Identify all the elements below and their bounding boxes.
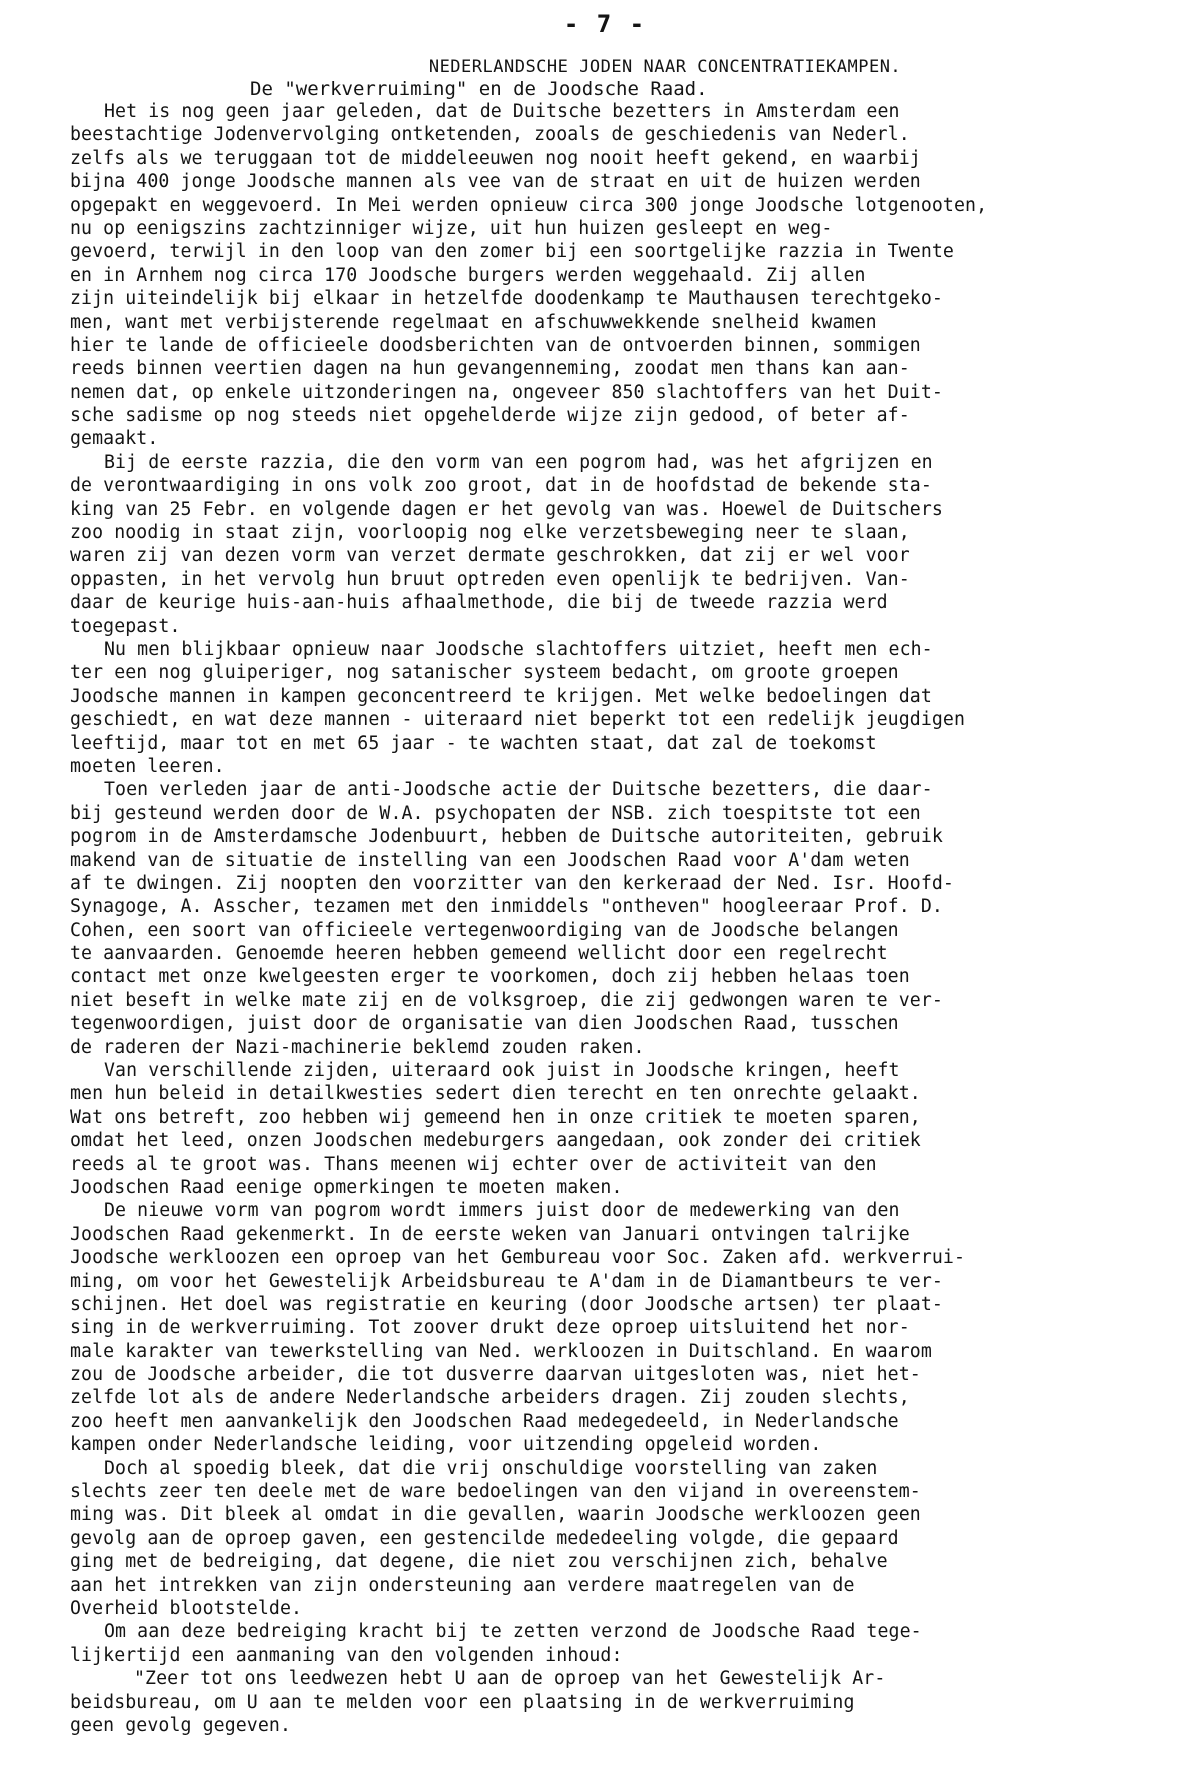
- text-line: ming, om voor het Gewestelijk Arbeidsbureau te A'dam in de Diamantbeurs te ver-: [70, 1270, 943, 1292]
- text-line: sing in de werkverruiming. Tot zoover drukt deze oproep uitsluitend het nor-: [70, 1317, 910, 1339]
- text-line: king van 25 Febr. en volgende dagen er het gevolg van was. Hoewel de Duitschers: [70, 498, 943, 520]
- text-line: daar de keurige huis-aan-huis afhaalmethode, die bij de tweede razzia werd: [70, 592, 888, 614]
- text-line: Wat ons betreft, zoo hebben wij gemeend hen in onze critiek te moeten sparen,: [70, 1106, 921, 1128]
- text-line: omdat het leed, onzen Joodschen medeburgers aangedaan, ook zonder dei critiek: [70, 1130, 921, 1152]
- text-line: zelfde lot als de andere Nederlandsche arbeiders dragen. Zij zouden slechts,: [70, 1387, 910, 1409]
- text-line: ming was. Dit bleek al omdat in die gevallen, waarin Joodsche werkloozen geen: [70, 1504, 921, 1526]
- text-line: de verontwaardiging in ons volk zoo groot, dat in de hoofdstad de bekende sta-: [70, 475, 932, 497]
- text-line: Doch al spoedig bleek, dat die vrij onschuldige voorstelling van zaken: [104, 1457, 878, 1479]
- text-line: De nieuwe vorm van pogrom wordt immers juist door de medewerking van den: [104, 1200, 900, 1222]
- text-line: gevolg aan de oproep gaven, een gestencilde mededeeling volgde, die gepaard: [70, 1527, 899, 1549]
- text-line: kampen onder Nederlandsche leiding, voor uitzending opgeleid worden.: [70, 1434, 822, 1456]
- text-line: gevoerd, terwijl in den loop van den zomer bij een soortgelijke razzia in Twente: [70, 241, 954, 263]
- text-line: Van verschillende zijden, uiteraard ook juist in Joodsche kringen, heeft: [104, 1060, 900, 1082]
- text-line: "Zeer tot ons leedwezen hebt U aan de oproep van het Gewestelijk Ar-: [134, 1668, 886, 1690]
- text-line: niet beseft in welke mate zij en de volksgroep, die zij gedwongen waren te ver-: [70, 989, 943, 1011]
- text-line: men, want met verbijsterende regelmaat en afschuwwekkende snelheid kwamen: [70, 311, 877, 333]
- text-line: Joodschen Raad gekenmerkt. In de eerste weken van Januari ontvingen talrijke: [70, 1223, 910, 1245]
- text-line: geschiedt, en wat deze mannen - uiteraard niet beperkt tot een redelijk jeugdigen: [70, 709, 966, 731]
- text-line: tegenwoordigen, juist door de organisatie van dien Joodschen Raad, tusschen: [70, 1013, 899, 1035]
- document-subtitle: De "werkverruiming" en de Joodsche Raad.: [250, 78, 708, 100]
- text-line: pogrom in de Amsterdamsche Jodenbuurt, hebben de Duitsche autoriteiten, gebruik: [70, 826, 943, 848]
- text-line: Om aan deze bedreiging kracht bij te zetten verzond de Joodsche Raad tege-: [104, 1621, 922, 1643]
- text-line: Het is nog geen jaar geleden, dat de Duitsche bezetters in Amsterdam een: [104, 101, 900, 122]
- text-line: reeds binnen veertien dagen na hun gevangenneming, zoodat men thans kan aan-: [70, 358, 910, 380]
- text-line: Bij de eerste razzia, die den vorm van een pogrom had, was het afgrijzen en: [104, 451, 933, 473]
- text-line: en in Arnhem nog circa 170 Joodsche burgers werden weggehaald. Zij allen: [70, 264, 866, 286]
- text-line: beidsbureau, om U aan te melden voor een plaatsing in de werkverruiming: [70, 1691, 855, 1713]
- page-number: - 7 -: [563, 10, 647, 38]
- text-line: Synagoge, A. Asscher, tezamen met den inmiddels "ontheven" hoogleeraar Prof. D.: [70, 896, 943, 918]
- text-line: hier te lande de officieele doodsberichten van de ontvoerden binnen, sommigen: [70, 334, 921, 356]
- text-line: Nu men blijkbaar opnieuw naar Joodsche slachtoffers uitziet, heeft men ech-: [104, 638, 933, 660]
- text-line: zijn uiteindelijk bij elkaar in hetzelfde doodenkamp te Mauthausen terechtgeko-: [70, 288, 943, 310]
- text-line: bij gesteund werden door de W.A. psychopaten der NSB. zich toespitste tot een: [70, 802, 921, 824]
- text-line: slechts zeer ten deele met de ware bedoelingen van den vijand in overeenstem-: [70, 1481, 921, 1503]
- text-line: zelfs als we teruggaan tot de middeleeuwen nog nooit heeft gekend, en waarbij: [70, 147, 921, 169]
- text-line: aan het intrekken van zijn ondersteuning aan verdere maatregelen van de: [70, 1574, 855, 1596]
- text-line: ter een nog gluiperiger, nog satanischer systeem bedacht, om groote groepen: [70, 662, 899, 684]
- text-line: schijnen. Het doel was registratie en keuring (door Joodsche artsen) ter plaat-: [70, 1293, 943, 1315]
- text-line: Toen verleden jaar de anti-Joodsche actie der Duitsche bezetters, die daar-: [104, 779, 933, 801]
- text-line: nemen dat, op enkele uitzonderingen na, ongeveer 850 slachtoffers van het Duit-: [70, 381, 943, 403]
- text-line: makend van de situatie de instelling van een Joodschen Raad voor A'dam weten: [70, 849, 910, 871]
- text-line: moeten leeren.: [70, 755, 225, 777]
- text-line: men hun beleid in detailkwesties sedert dien terecht en ten onrechte gelaakt.: [70, 1083, 921, 1105]
- text-line: zoo heeft men aanvankelijk den Joodschen Raad medegedeeld, in Nederlandsche: [70, 1410, 899, 1432]
- text-line: waren zij van dezen vorm van verzet dermate geschrokken, dat zij er wel voor: [70, 545, 910, 567]
- text-line: leeftijd, maar tot en met 65 jaar - te wachten staat, dat zal de toekomst: [70, 732, 877, 754]
- text-line: reeds al te groot was. Thans meenen wij echter over de activiteit van den: [70, 1153, 877, 1175]
- text-line: opgepakt en weggevoerd. In Mei werden opnieuw circa 300 jonge Joodsche lotgenooten,: [70, 194, 988, 216]
- text-line: sche sadisme op nog steeds niet opgehelderde wijze zijn gedood, of beter af-: [70, 405, 910, 427]
- text-line: male karakter van tewerkstelling van Ned. werkloozen in Duitschland. En waarom: [70, 1340, 932, 1362]
- text-line: geen gevolg gegeven.: [70, 1714, 291, 1736]
- text-line: oppasten, in het vervolg hun bruut optreden even openlijk te bedrijven. Van-: [70, 568, 910, 590]
- body-text: [70, 100, 1140, 1737]
- text-line: zoo noodig in staat zijn, voorloopig nog elke verzetsbeweging neer te slaan,: [70, 522, 910, 544]
- text-line: Overheid blootstelde.: [70, 1598, 303, 1619]
- text-line: Joodsche mannen in kampen geconcentreerd te krijgen. Met welke bedoelingen dat: [70, 685, 932, 707]
- text-line: ging met de bedreiging, dat degene, die niet zou verschijnen zich, behalve: [70, 1551, 888, 1573]
- text-line: zou de Joodsche arbeider, die tot dusverre daarvan uitgesloten was, niet het-: [70, 1364, 921, 1386]
- text-line: beestachtige Jodenvervolging ontketenden, zooals de geschiedenis van Nederl.: [70, 124, 910, 146]
- text-line: Joodschen Raad eenige opmerkingen te moeten maken.: [70, 1176, 623, 1198]
- text-line: te aanvaarden. Genoemde heeren hebben gemeend wellicht door een regelrecht: [70, 943, 888, 965]
- text-line: gemaakt.: [70, 428, 159, 450]
- text-line: Cohen, een soort van officieele vertegenwoordiging van de Joodsche belangen: [70, 919, 899, 941]
- text-line: toegepast.: [70, 615, 181, 637]
- document-title: NEDERLANDSCHE JODEN NAAR CONCENTRATIEKAMPEN.: [428, 57, 902, 77]
- text-line: contact met onze kwelgeesten erger te voorkomen, doch zij hebben helaas toen: [70, 966, 910, 988]
- text-line: lijkertijd een aanmaning van den volgenden inhoud:: [70, 1644, 623, 1666]
- text-line: Joodsche werkloozen een oproep van het Gembureau voor Soc. Zaken afd. werkverrui-: [70, 1247, 966, 1269]
- text-line: nu op eenigszins zachtzinniger wijze, uit hun huizen gesleept en weg-: [70, 217, 833, 239]
- text-line: af te dwingen. Zij noopten den voorzitter van den kerkeraad der Ned. Isr. Hoofd-: [70, 872, 954, 894]
- text-line: bijna 400 jonge Joodsche mannen als vee van de straat en uit de huizen werden: [70, 171, 921, 193]
- text-line: de raderen der Nazi-machinerie beklemd zouden raken.: [70, 1036, 645, 1058]
